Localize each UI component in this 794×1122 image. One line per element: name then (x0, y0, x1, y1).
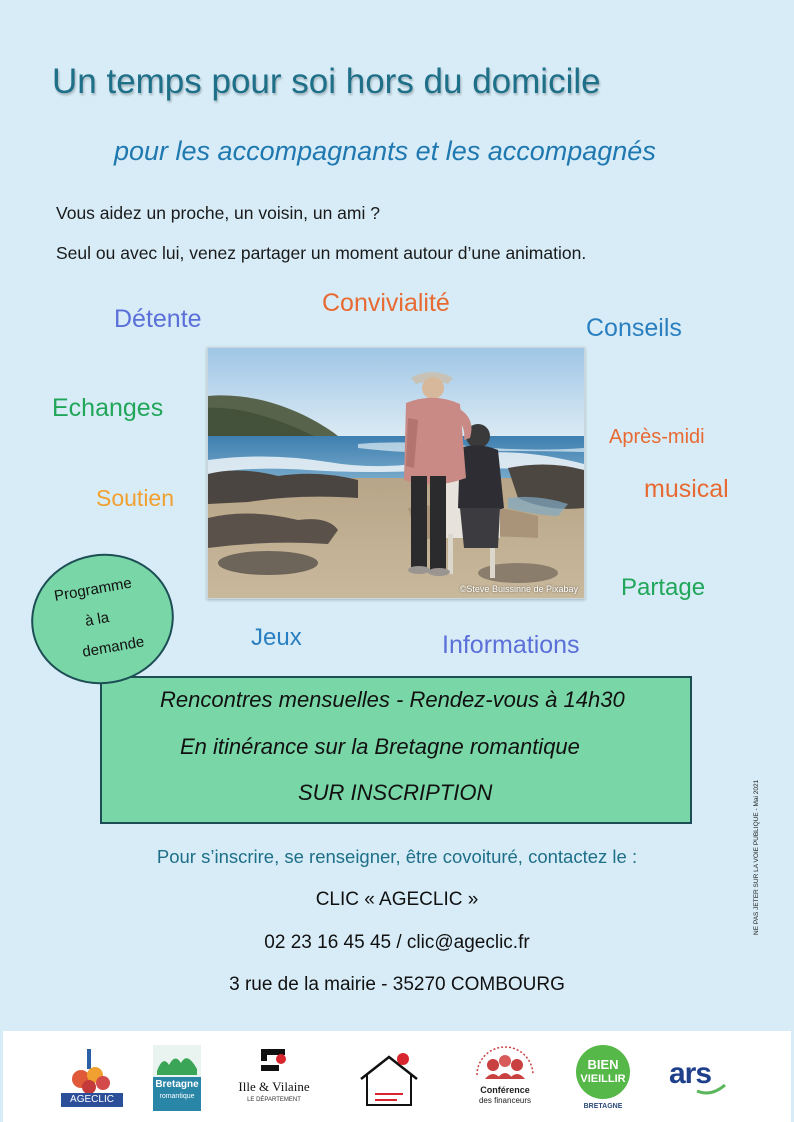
intro-line-2: Seul ou avec lui, venez partager un moment autour d’une animation. (56, 243, 587, 263)
program-badge (21, 543, 184, 696)
ars-logo-text: ars (669, 1057, 712, 1090)
conference-financeurs-logo (469, 1045, 541, 1111)
badge-line-3: demande (81, 633, 146, 661)
contact-org: CLIC « AGECLIC » (315, 889, 479, 910)
ille-vilaine-logo-sub: LE DÉPARTEMENT (247, 1097, 301, 1103)
beach-photo (207, 347, 585, 599)
bretagne-logo-line-1: Bretagne (155, 1079, 199, 1090)
keyword-conseils: Conseils (586, 314, 682, 342)
keyword-jeux: Jeux (251, 624, 302, 651)
bien-logo-region: BRETAGNE (583, 1103, 623, 1110)
partner-logo-bar (3, 1031, 791, 1122)
photo-credit: ©Steve Buissinne de Pixabay (459, 584, 578, 594)
rendezvous-line-3: SUR INSCRIPTION (298, 780, 493, 805)
keyword-partage: Partage (621, 574, 706, 601)
side-note: NE PAS JETER SUR LA VOIE PUBLIQUE - Mai 2021 (753, 779, 760, 935)
keyword-musical: musical (644, 475, 729, 503)
contact-phone-email: 02 23 16 45 45 / clic@ageclic.fr (264, 932, 530, 953)
beach-scene-illustration (208, 348, 584, 598)
keyword-detente: Détente (114, 305, 202, 333)
contact-intro: Pour s’inscrire, se renseigner, être covoituré, contactez le : (156, 846, 638, 867)
maison-house-logo (355, 1045, 423, 1111)
keyword-informations: Informations (442, 631, 580, 659)
ille-vilaine-logo-text: Ille & Vilaine (238, 1079, 310, 1094)
keyword-echanges: Echanges (52, 394, 164, 422)
keyword-soutien: Soutien (96, 485, 175, 511)
badge-line-2: à la (83, 608, 111, 630)
bretagne-romantique-logo (153, 1045, 201, 1111)
conference-logo-line-2: des financeurs (478, 1096, 532, 1105)
ars-logo (667, 1045, 733, 1111)
ageclic-logo (61, 1045, 123, 1111)
badge-line-1: Programme (52, 574, 134, 605)
bien-logo-line-2: VIEILLIR (580, 1073, 626, 1085)
contact-address: 3 rue de la mairie - 35270 COMBOURG (229, 974, 565, 995)
rendezvous-line-1: Rencontres mensuelles - Rendez-vous à 14h30 (160, 687, 625, 712)
bretagne-logo-line-2: romantique (159, 1093, 195, 1100)
intro-line-1: Vous aidez un proche, un voisin, un ami ? (56, 203, 380, 223)
keyword-convivialite: Convivialité (322, 289, 450, 317)
rendezvous-box (100, 676, 692, 824)
ille-vilaine-logo (231, 1045, 317, 1111)
rendezvous-line-2: En itinérance sur la Bretagne romantique (180, 734, 580, 759)
page-title: Un temps pour soi hors du domicile (52, 62, 601, 101)
bien-vieillir-circle (576, 1045, 630, 1099)
keyword-apres-midi: Après-midi (609, 426, 705, 448)
page-subtitle: pour les accompagnants et les accompagnés (114, 136, 656, 166)
ageclic-logo-text: AGECLIC (61, 1093, 123, 1107)
conference-logo-line-1: Conférence (480, 1085, 530, 1095)
bien-logo-line-1: BIEN (587, 1057, 619, 1072)
bien-vieillir-logo (574, 1045, 632, 1111)
